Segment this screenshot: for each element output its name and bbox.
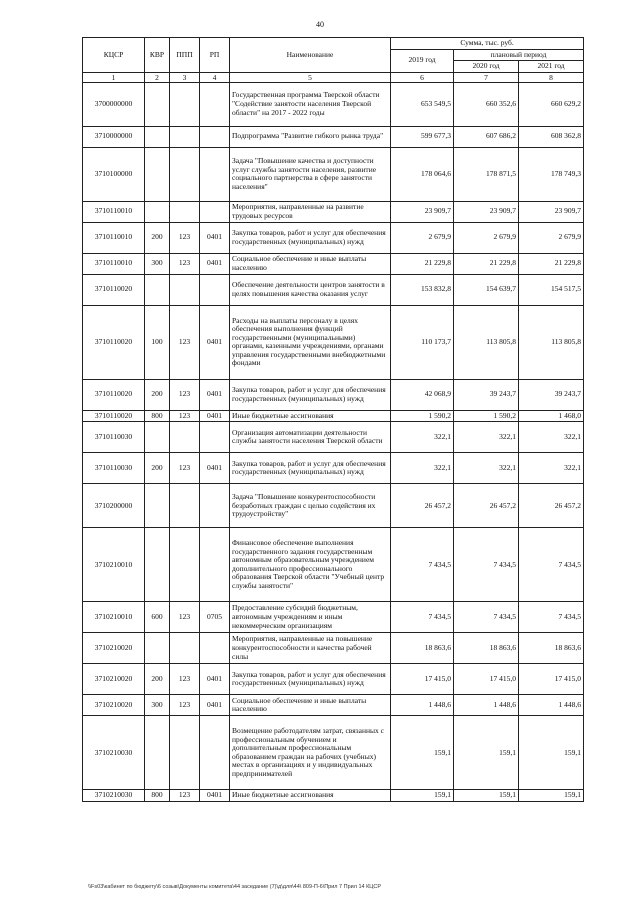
sum-2020-cell: 322,1 <box>454 422 519 453</box>
footer-file-path: \\Fs03\кабинет по бюджету\6 созыв\Документы комитета\44 заседание (7)\д\для\44\ 809-П-6\Прил 7 Прил 14 КЦСР <box>88 884 382 890</box>
column-index: 1 <box>83 72 145 82</box>
ppp-cell: 123 <box>170 379 200 410</box>
header-2020: 2020 год <box>454 61 519 73</box>
table-row <box>83 528 584 602</box>
kcsr-cell: 3710110020 <box>83 305 145 379</box>
sum-2021-cell: 7 434,5 <box>519 528 584 602</box>
sum-2021-cell: 39 243,7 <box>519 379 584 410</box>
kcsr-cell: 3710210030 <box>83 790 145 802</box>
ppp-cell: 123 <box>170 790 200 802</box>
name-cell: Закупка товаров, работ и услуг для обеспечения государственных (муниципальных) нужд <box>230 379 391 410</box>
sum-2019-cell: 1 590,2 <box>391 410 454 422</box>
sum-2019-cell: 110 173,7 <box>391 305 454 379</box>
column-index: 4 <box>200 72 230 82</box>
ppp-cell <box>170 82 200 126</box>
ppp-cell: 123 <box>170 453 200 484</box>
sum-2021-cell: 23 909,7 <box>519 201 584 222</box>
budget-table <box>82 37 584 802</box>
sum-2020-cell: 1 590,2 <box>454 410 519 422</box>
name-cell: Обеспечение деятельности центров занятости в целях повышения качества оказания услуг <box>230 274 391 305</box>
sum-2021-cell: 1 468,0 <box>519 410 584 422</box>
kcsr-cell: 3710210010 <box>83 602 145 633</box>
rp-cell <box>200 716 230 790</box>
sum-2019-cell: 23 909,7 <box>391 201 454 222</box>
sum-2020-cell: 660 352,6 <box>454 82 519 126</box>
rp-cell: 0401 <box>200 379 230 410</box>
sum-2020-cell: 26 457,2 <box>454 484 519 528</box>
sum-2021-cell: 178 749,3 <box>519 147 584 201</box>
rp-cell: 0401 <box>200 453 230 484</box>
sum-2021-cell: 322,1 <box>519 453 584 484</box>
name-cell: Государственная программа Тверской области "Содействие занятости населения Тверской области" на 2017 - 2022 годы <box>230 82 391 126</box>
kvr-cell: 300 <box>145 695 170 716</box>
sum-2021-cell: 159,1 <box>519 716 584 790</box>
name-cell: Закупка товаров, работ и услуг для обеспечения государственных (муниципальных) нужд <box>230 222 391 253</box>
ppp-cell: 123 <box>170 305 200 379</box>
kcsr-cell: 3710210020 <box>83 695 145 716</box>
ppp-cell: 123 <box>170 695 200 716</box>
header-rp: РП <box>200 38 230 73</box>
sum-2019-cell: 26 457,2 <box>391 484 454 528</box>
kcsr-cell: 3710110030 <box>83 422 145 453</box>
ppp-cell <box>170 716 200 790</box>
sum-2019-cell: 7 434,5 <box>391 528 454 602</box>
sum-2019-cell: 21 229,8 <box>391 253 454 274</box>
header-name: Наименование <box>230 38 391 73</box>
sum-2020-cell: 113 805,8 <box>454 305 519 379</box>
sum-2019-cell: 17 415,0 <box>391 664 454 695</box>
table-row <box>83 484 584 528</box>
kcsr-cell: 3710210010 <box>83 528 145 602</box>
ppp-cell: 123 <box>170 222 200 253</box>
table-row <box>83 633 584 664</box>
ppp-cell <box>170 633 200 664</box>
name-cell: Финансовое обеспечение выполнения государственного задания государственным автономным образовательным учреждением дополнительного профессионального образования Тверской области "Учебный центр службы занятости" <box>230 528 391 602</box>
rp-cell: 0401 <box>200 253 230 274</box>
kvr-cell: 800 <box>145 790 170 802</box>
budget-table-body <box>83 82 584 801</box>
rp-cell <box>200 274 230 305</box>
name-cell: Иные бюджетные ассигнования <box>230 410 391 422</box>
kvr-cell <box>145 126 170 147</box>
rp-cell <box>200 147 230 201</box>
kcsr-cell: 3710210020 <box>83 633 145 664</box>
rp-cell <box>200 126 230 147</box>
header-sum: Сумма, тыс. руб. <box>391 38 584 50</box>
ppp-cell: 123 <box>170 602 200 633</box>
sum-2021-cell: 2 679,9 <box>519 222 584 253</box>
sum-2019-cell: 599 677,3 <box>391 126 454 147</box>
kvr-cell: 100 <box>145 305 170 379</box>
kcsr-cell: 3710110030 <box>83 453 145 484</box>
sum-2021-cell: 159,1 <box>519 790 584 802</box>
ppp-cell: 123 <box>170 664 200 695</box>
name-cell: Закупка товаров, работ и услуг для обеспечения государственных (муниципальных) нужд <box>230 664 391 695</box>
sum-2021-cell: 608 362,8 <box>519 126 584 147</box>
table-row <box>83 305 584 379</box>
sum-2021-cell: 322,1 <box>519 422 584 453</box>
sum-2019-cell: 322,1 <box>391 453 454 484</box>
ppp-cell <box>170 147 200 201</box>
kcsr-cell: 3710000000 <box>83 126 145 147</box>
name-cell: Иные бюджетные ассигнования <box>230 790 391 802</box>
kvr-cell: 200 <box>145 664 170 695</box>
table-row <box>83 422 584 453</box>
sum-2020-cell: 322,1 <box>454 453 519 484</box>
kvr-cell <box>145 633 170 664</box>
table-row <box>83 664 584 695</box>
rp-cell <box>200 82 230 126</box>
sum-2020-cell: 2 679,9 <box>454 222 519 253</box>
sum-2021-cell: 113 805,8 <box>519 305 584 379</box>
sum-2019-cell: 1 448,6 <box>391 695 454 716</box>
sum-2019-cell: 7 434,5 <box>391 602 454 633</box>
table-row <box>83 126 584 147</box>
name-cell: Мероприятия, направленные на развитие трудовых ресурсов <box>230 201 391 222</box>
kcsr-cell: 3700000000 <box>83 82 145 126</box>
table-row <box>83 379 584 410</box>
header-kcsr: КЦСР <box>83 38 145 73</box>
ppp-cell: 123 <box>170 253 200 274</box>
kvr-cell <box>145 528 170 602</box>
kcsr-cell: 3710110020 <box>83 410 145 422</box>
rp-cell: 0401 <box>200 305 230 379</box>
table-row <box>83 147 584 201</box>
name-cell: Задача "Повышение конкурентоспособности безработных граждан с целью содействия их трудоустройству" <box>230 484 391 528</box>
rp-cell: 0401 <box>200 790 230 802</box>
kvr-cell: 200 <box>145 379 170 410</box>
sum-2021-cell: 154 517,5 <box>519 274 584 305</box>
ppp-cell <box>170 126 200 147</box>
sum-2020-cell: 154 639,7 <box>454 274 519 305</box>
sum-2020-cell: 7 434,5 <box>454 602 519 633</box>
kvr-cell <box>145 274 170 305</box>
sum-2020-cell: 159,1 <box>454 716 519 790</box>
name-cell: Организация автоматизации деятельности службы занятости населения Тверской области <box>230 422 391 453</box>
column-index-row <box>83 72 584 82</box>
sum-2020-cell: 1 448,6 <box>454 695 519 716</box>
ppp-cell <box>170 201 200 222</box>
sum-2019-cell: 322,1 <box>391 422 454 453</box>
rp-cell: 0401 <box>200 410 230 422</box>
kvr-cell <box>145 716 170 790</box>
rp-cell <box>200 484 230 528</box>
name-cell: Социальное обеспечение и иные выплаты населению <box>230 695 391 716</box>
sum-2019-cell: 653 549,5 <box>391 82 454 126</box>
table-row <box>83 790 584 802</box>
table-row <box>83 274 584 305</box>
column-index: 3 <box>170 72 200 82</box>
ppp-cell <box>170 528 200 602</box>
sum-2019-cell: 42 068,9 <box>391 379 454 410</box>
rp-cell <box>200 201 230 222</box>
sum-2020-cell: 7 434,5 <box>454 528 519 602</box>
sum-2020-cell: 607 686,2 <box>454 126 519 147</box>
rp-cell: 0401 <box>200 695 230 716</box>
table-row <box>83 82 584 126</box>
sum-2020-cell: 21 229,8 <box>454 253 519 274</box>
header-2019: 2019 год <box>391 49 454 72</box>
table-row <box>83 253 584 274</box>
table-row <box>83 201 584 222</box>
column-index: 7 <box>454 72 519 82</box>
kcsr-cell: 3710210020 <box>83 664 145 695</box>
sum-2021-cell: 660 629,2 <box>519 82 584 126</box>
name-cell: Расходы на выплаты персоналу в целях обеспечения выполнения функций государственными (муниципальными) органами, казенными учреждениями, органами управления государственными внебюджетными фондами <box>230 305 391 379</box>
table-row <box>83 453 584 484</box>
kcsr-cell: 3710210030 <box>83 716 145 790</box>
rp-cell <box>200 528 230 602</box>
sum-2021-cell: 1 448,6 <box>519 695 584 716</box>
kvr-cell: 200 <box>145 222 170 253</box>
name-cell: Задача "Повышение качества и доступности услуг службы занятости населения, развитие социального партнерства в сфере занятости населения" <box>230 147 391 201</box>
column-index: 8 <box>519 72 584 82</box>
kvr-cell <box>145 484 170 528</box>
kvr-cell: 600 <box>145 602 170 633</box>
name-cell: Возмещение работодателям затрат, связанных с профессиональным обучением и дополнительным профессиональным образованием граждан на рабочих (учебных) местах в организациях и у индивидуальных предпринимателей <box>230 716 391 790</box>
name-cell: Мероприятия, направленные на повышение конкурентоспособности и качества рабочей силы <box>230 633 391 664</box>
page-number: 40 <box>316 20 324 29</box>
table-row <box>83 222 584 253</box>
ppp-cell <box>170 484 200 528</box>
sum-2020-cell: 23 909,7 <box>454 201 519 222</box>
kvr-cell <box>145 201 170 222</box>
header-planned-period: плановый период <box>454 49 584 61</box>
kcsr-cell: 3710110010 <box>83 201 145 222</box>
kvr-cell: 800 <box>145 410 170 422</box>
table-row <box>83 410 584 422</box>
table-row <box>83 716 584 790</box>
sum-2019-cell: 178 064,6 <box>391 147 454 201</box>
name-cell: Закупка товаров, работ и услуг для обеспечения государственных (муниципальных) нужд <box>230 453 391 484</box>
sum-2021-cell: 17 415,0 <box>519 664 584 695</box>
column-index: 5 <box>230 72 391 82</box>
kvr-cell: 200 <box>145 453 170 484</box>
sum-2019-cell: 159,1 <box>391 790 454 802</box>
sum-2019-cell: 18 863,6 <box>391 633 454 664</box>
sum-2019-cell: 153 832,8 <box>391 274 454 305</box>
sum-2020-cell: 17 415,0 <box>454 664 519 695</box>
kvr-cell: 300 <box>145 253 170 274</box>
ppp-cell <box>170 422 200 453</box>
kcsr-cell: 3710110020 <box>83 274 145 305</box>
kvr-cell <box>145 147 170 201</box>
header-2021: 2021 год <box>519 61 584 73</box>
name-cell: Предоставление субсидий бюджетным, автономным учреждениям и иным некоммерческим организациям <box>230 602 391 633</box>
kcsr-cell: 3710110010 <box>83 253 145 274</box>
name-cell: Подпрограмма "Развитие гибкого рынка труда" <box>230 126 391 147</box>
sum-2020-cell: 39 243,7 <box>454 379 519 410</box>
column-index: 6 <box>391 72 454 82</box>
sum-2021-cell: 26 457,2 <box>519 484 584 528</box>
kcsr-cell: 3710110020 <box>83 379 145 410</box>
kcsr-cell: 3710100000 <box>83 147 145 201</box>
sum-2019-cell: 159,1 <box>391 716 454 790</box>
rp-cell: 0401 <box>200 222 230 253</box>
sum-2021-cell: 18 863,6 <box>519 633 584 664</box>
ppp-cell: 123 <box>170 410 200 422</box>
sum-2021-cell: 7 434,5 <box>519 602 584 633</box>
name-cell: Социальное обеспечение и иные выплаты населению <box>230 253 391 274</box>
sum-2020-cell: 178 871,5 <box>454 147 519 201</box>
rp-cell: 0401 <box>200 664 230 695</box>
kvr-cell <box>145 82 170 126</box>
sum-2021-cell: 21 229,8 <box>519 253 584 274</box>
kcsr-cell: 3710200000 <box>83 484 145 528</box>
kcsr-cell: 3710110010 <box>83 222 145 253</box>
sum-2020-cell: 18 863,6 <box>454 633 519 664</box>
ppp-cell <box>170 274 200 305</box>
column-index: 2 <box>145 72 170 82</box>
header-kvr: КВР <box>145 38 170 73</box>
header-ppp: ППП <box>170 38 200 73</box>
rp-cell <box>200 633 230 664</box>
sum-2019-cell: 2 679,9 <box>391 222 454 253</box>
rp-cell <box>200 422 230 453</box>
table-row <box>83 695 584 716</box>
rp-cell: 0705 <box>200 602 230 633</box>
sum-2020-cell: 159,1 <box>454 790 519 802</box>
table-row <box>83 602 584 633</box>
kvr-cell <box>145 422 170 453</box>
